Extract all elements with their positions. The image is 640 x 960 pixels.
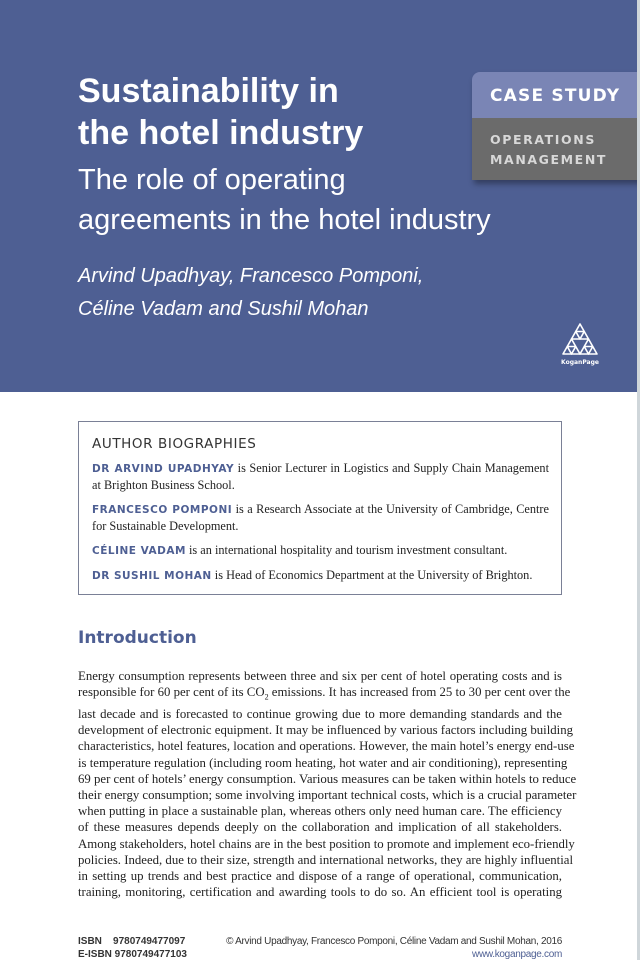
case-study-tab bbox=[472, 72, 640, 180]
authors-line: Arvind Upadhyay, Francesco Pomponi, bbox=[78, 265, 424, 287]
eisbn: E-ISBN 9780749477103 bbox=[78, 949, 187, 960]
introduction-body bbox=[78, 668, 577, 900]
bio-item bbox=[92, 501, 549, 534]
bio-item bbox=[92, 542, 549, 559]
body-line: in setting up trends and best practice and dispose of a range of operational, communication, bbox=[78, 868, 562, 883]
body-line: Among stakeholders, hotel chains are in the best position to promote and implement eco-friendly bbox=[78, 836, 575, 851]
bio-text: is a Research Associate at the University of Cambridge, Centre for Sustainable Development. bbox=[92, 502, 549, 533]
bio-text: is Head of Economics Department at the University of Brighton. bbox=[211, 568, 533, 582]
body-line: characteristics, hotel features, location and operations. However, the main hotel’s energy end-use bbox=[78, 739, 575, 754]
body-line: is temperature regulation (including room heating, hot water and air conditioning), representing bbox=[78, 755, 568, 770]
bio-text: is an international hospitality and tourism investment consultant. bbox=[185, 543, 508, 557]
author-biographies-box bbox=[78, 421, 562, 595]
subtitle bbox=[78, 160, 491, 240]
cover-header bbox=[0, 0, 640, 392]
body-line: when putting in place a sustainable plan, whereas others only need human care. The efficiency bbox=[78, 804, 562, 819]
bio-item bbox=[92, 567, 549, 584]
subscript: 2 bbox=[264, 692, 269, 702]
body-line: 69 per cent of hotels’ energy consumption. Various measures can be taken within hotels to reduce bbox=[78, 771, 577, 786]
body-line bbox=[78, 684, 571, 706]
title bbox=[78, 70, 463, 154]
isbn: ISBN 9780749477097 bbox=[78, 936, 186, 947]
body-line: Energy consumption represents between three and six per cent of hotel operating costs and is bbox=[78, 669, 562, 683]
copyright-block bbox=[226, 935, 562, 960]
subtitle-line: agreements in the hotel industry bbox=[78, 204, 491, 236]
bio-name: CÉLINE VADAM bbox=[92, 545, 186, 557]
bio-name: FRANCESCO POMPONI bbox=[92, 504, 233, 516]
bio-item bbox=[92, 460, 549, 493]
category-line: MANAGEMENT bbox=[490, 152, 608, 167]
category-label bbox=[472, 118, 640, 180]
body-text: emissions. It has increased from 25 to 30 per cent over the bbox=[268, 685, 571, 700]
category-line: OPERATIONS bbox=[490, 132, 596, 147]
case-study-label: CASE STUDY bbox=[472, 72, 640, 118]
copyright: © Arvind Upadhyay, Francesco Pomponi, Céline Vadam and Sushil Mohan, 2016 bbox=[226, 936, 562, 947]
body-line: training, monitoring, certification and awarding tools to do so. An efficient tool is operating bbox=[78, 885, 562, 900]
body-line: last decade and is forecasted to continue growing due to more demanding standards and the bbox=[78, 706, 562, 721]
body-line: policies. Indeed, due to their size, strength and international networks, they are highly influential bbox=[78, 852, 574, 867]
authors bbox=[78, 260, 423, 326]
authors-line: Céline Vadam and Sushil Mohan bbox=[78, 298, 369, 320]
bio-text: is Senior Lecturer in Logistics and Supply Chain Management at Brighton Business School. bbox=[92, 461, 550, 492]
subtitle-line: The role of operating bbox=[78, 164, 346, 196]
website-link[interactable]: www.koganpage.com bbox=[472, 949, 562, 960]
svg-text:KoganPage: KoganPage bbox=[561, 359, 599, 366]
title-line: Sustainability in bbox=[78, 72, 339, 110]
bio-heading: AUTHOR BIOGRAPHIES bbox=[92, 436, 257, 452]
body-line: development of electronic equipment. It may be influenced by various factors including building bbox=[78, 723, 574, 738]
body-line: of these measures depends deeply on the collaboration and implication of all stakeholders. bbox=[78, 820, 562, 835]
body-text: responsible for 60 per cent of its CO bbox=[78, 685, 265, 700]
isbn-block bbox=[78, 935, 187, 960]
bio-name: DR SUSHIL MOHAN bbox=[92, 570, 212, 582]
bio-name: DR ARVIND UPADHYAY bbox=[92, 463, 235, 475]
introduction-heading: Introduction bbox=[78, 628, 197, 648]
koganpage-logo-icon bbox=[560, 322, 600, 368]
body-line: their energy consumption; some involving important technical costs, which is a crucial parameter bbox=[78, 787, 577, 802]
title-line: the hotel industry bbox=[78, 114, 364, 152]
